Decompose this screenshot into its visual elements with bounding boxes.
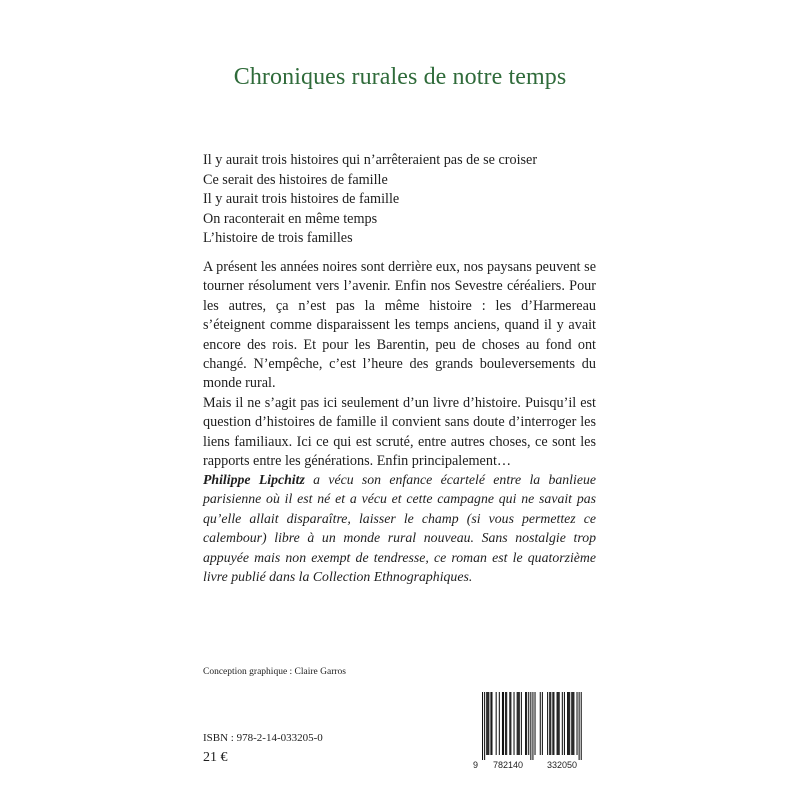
barcode-bar	[496, 692, 497, 755]
author-name: Philippe Lipchitz	[203, 472, 305, 487]
barcode-bar	[568, 692, 569, 755]
barcode-bar	[573, 692, 574, 755]
price-label: 21 €	[203, 750, 228, 765]
barcode-bar	[553, 692, 554, 755]
barcode-bar	[505, 692, 506, 755]
barcode-bar	[490, 692, 491, 755]
barcode-bar	[532, 692, 533, 760]
summary-block	[203, 258, 596, 471]
barcode-bar	[488, 692, 489, 755]
barcode-bar	[562, 692, 563, 755]
summary-paragraph: Mais il ne s’agit pas ici seulement d’un livre d’histoire. Puisqu’il est question d’histoires de famille il convient sans doute d’interroger les liens familiaux. Ici ce qui est scruté, entre autres choses, ce sont les rapports entre les générations. Enfin principalement…	[203, 394, 596, 470]
barcode-bar	[557, 692, 558, 755]
barcode-bar	[486, 692, 487, 755]
author-bio	[203, 470, 596, 586]
barcode-bar	[549, 692, 550, 755]
summary-paragraph: A présent les années noires sont derrière eux, nos paysans peuvent se tourner résolument vers l’avenir. Enfin nos Sevestre céréaliers. Pour les autres, ça n’est pas la même histoire : les d’Harmereau s’éteignent comme disparaissent les temps anciens, quand il y avait encore des rois. Et pour les Barentin, peu de choses au fond ont changé. N’empêche, c’est l’heure des grands bouleversements du monde rural.	[203, 259, 596, 392]
barcode-bar	[519, 692, 520, 755]
barcode-first-digit: 9	[473, 760, 479, 770]
barcode-bar	[559, 692, 560, 755]
barcode-bar	[510, 692, 511, 755]
barcode-bar	[535, 692, 536, 755]
barcode-bar	[526, 692, 527, 755]
barcode-bar	[579, 692, 580, 760]
poem-line: Il y aurait trois histoires qui n’arrêteraient pas de se croiser	[203, 152, 538, 168]
barcode-bar	[577, 692, 578, 755]
barcode-bar	[550, 692, 551, 755]
barcode-bar	[572, 692, 573, 755]
barcode-graphic	[470, 690, 595, 770]
barcode-right-digits: 332050	[546, 760, 578, 770]
design-credit: Conception graphique : Claire Garros	[203, 667, 346, 677]
poem-line: L’histoire de trois familles	[203, 230, 353, 247]
book-title: Chroniques rurales de notre temps	[233, 64, 567, 90]
barcode-left-digits: 782140	[492, 760, 524, 770]
barcode-bar	[542, 692, 543, 755]
barcode-bar	[502, 692, 503, 755]
barcode-bar	[514, 692, 515, 755]
barcode	[470, 690, 595, 770]
barcode-bar	[517, 692, 518, 755]
barcode-bar	[581, 692, 582, 760]
barcode-bar	[503, 692, 504, 755]
barcode-bar	[558, 692, 559, 755]
barcode-bar	[567, 692, 568, 755]
barcode-bar	[482, 692, 483, 760]
poem-block	[203, 151, 603, 249]
barcode-bar	[525, 692, 526, 755]
barcode-bar	[499, 692, 500, 755]
isbn-label: ISBN : 978-2-14-033205-0	[203, 732, 323, 744]
barcode-bar	[564, 692, 565, 755]
barcode-bar	[509, 692, 510, 755]
author-bio-text: a vécu son enfance écartelé entre la banlieue parisienne où il est né et a vécu et cette campagne qui ne savait pas qu’elle allait disparaître, laisser le champ (si vous permettez ce calembour) libre à un monde rural nouveau. Sans nostalgie trop appuyée mais non exempt de tendresse, ce roman est le quatorzième livre publié dans la Collection Ethnographiques.	[203, 472, 596, 585]
barcode-bar	[547, 692, 548, 755]
barcode-bar	[530, 692, 531, 760]
barcode-bar	[491, 692, 492, 755]
barcode-bar	[506, 692, 507, 755]
barcode-bar	[552, 692, 553, 755]
barcode-bar	[487, 692, 488, 755]
poem-line: Il y aurait trois histoires de famille	[203, 191, 400, 208]
poem-line: Ce serait des histoires de famille	[203, 171, 388, 188]
barcode-bar	[540, 692, 541, 755]
barcode-bar	[571, 692, 572, 755]
barcode-bar	[521, 692, 522, 755]
barcode-bar	[528, 692, 529, 755]
poem-line: On raconterait en même temps	[203, 210, 378, 227]
barcode-bar	[518, 692, 519, 755]
barcode-bar	[484, 692, 485, 760]
barcode-bar	[569, 692, 570, 755]
